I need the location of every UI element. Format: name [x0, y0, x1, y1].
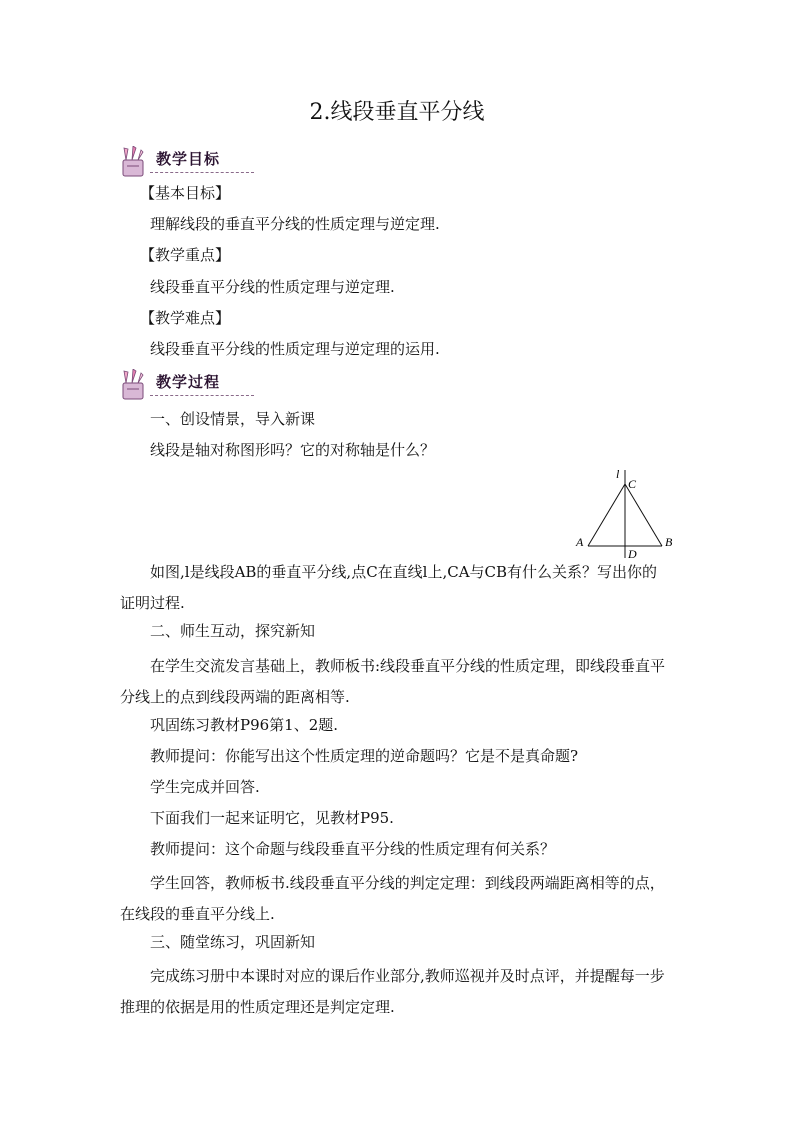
- label-b: B: [665, 535, 673, 549]
- part2-paragraph: 在学生交流发言基础上，教师板书:线段垂直平分线的性质定理，即线段垂直平分线上的点到线段两端的距离相等.: [120, 657, 666, 706]
- basic-goal-heading: 【基本目标】: [140, 184, 231, 202]
- label-a: A: [576, 535, 584, 549]
- section-header-process: [118, 369, 258, 401]
- part2-paragraph: 教师提问：这个命题与线段垂直平分线的性质定理有何关系？: [150, 840, 556, 858]
- section-heading: 教学过程: [156, 373, 221, 391]
- segment-cb: [625, 484, 662, 546]
- section-divider: [150, 172, 254, 173]
- section-heading: 教学目标: [156, 150, 221, 168]
- part3-heading: 三、随堂练习，巩固新知: [150, 933, 316, 951]
- difficulty-heading: 【教学难点】: [140, 309, 231, 327]
- part3-paragraph: 完成练习册中本课时对应的课后作业部分,教师巡视并及时点评，并提醒每一步推理的依据是用的性质定理还是判定定理.: [120, 967, 665, 1016]
- page-title: 2.线段垂直平分线: [309, 100, 485, 125]
- part1-figure-question: 如图,l是线段AB的垂直平分线,点C在直线l上,CA与CB有什么关系？写出你的证明过程.: [120, 563, 658, 612]
- basic-goal-text: 理解线段的垂直平分线的性质定理与逆定理.: [150, 215, 440, 233]
- part1-question: 线段是轴对称图形吗？它的对称轴是什么？: [150, 441, 436, 459]
- key-point-text: 线段垂直平分线的性质定理与逆定理.: [150, 278, 395, 296]
- segment-ca: [588, 484, 625, 546]
- section-divider: [150, 395, 254, 396]
- section-header-goals: [118, 146, 258, 178]
- pencil-cup-icon: [118, 369, 148, 401]
- part1-heading: 一、创设情景，导入新课: [150, 410, 316, 428]
- part2-heading: 二、师生互动，探究新知: [150, 622, 316, 640]
- pencil-cup-icon: [118, 146, 148, 178]
- part2-paragraph: 学生回答，教师板书.线段垂直平分线的判定定理：到线段两端距离相等的点，在线段的垂直平分线上.: [120, 874, 665, 923]
- label-c: C: [628, 477, 637, 491]
- key-point-heading: 【教学重点】: [140, 246, 231, 264]
- perpendicular-bisector-figure: [570, 466, 680, 562]
- part2-paragraph: 教师提问：你能写出这个性质定理的逆命题吗？它是不是真命题?: [150, 747, 579, 765]
- part2-paragraph: 学生完成并回答.: [150, 778, 260, 796]
- label-d: D: [628, 547, 637, 561]
- part2-paragraph: 下面我们一起来证明它，见教材P95.: [150, 809, 394, 827]
- label-l: l: [616, 467, 620, 481]
- difficulty-text: 线段垂直平分线的性质定理与逆定理的运用.: [150, 340, 440, 358]
- part2-paragraph: 巩固练习教材P96第1、2题.: [150, 716, 339, 734]
